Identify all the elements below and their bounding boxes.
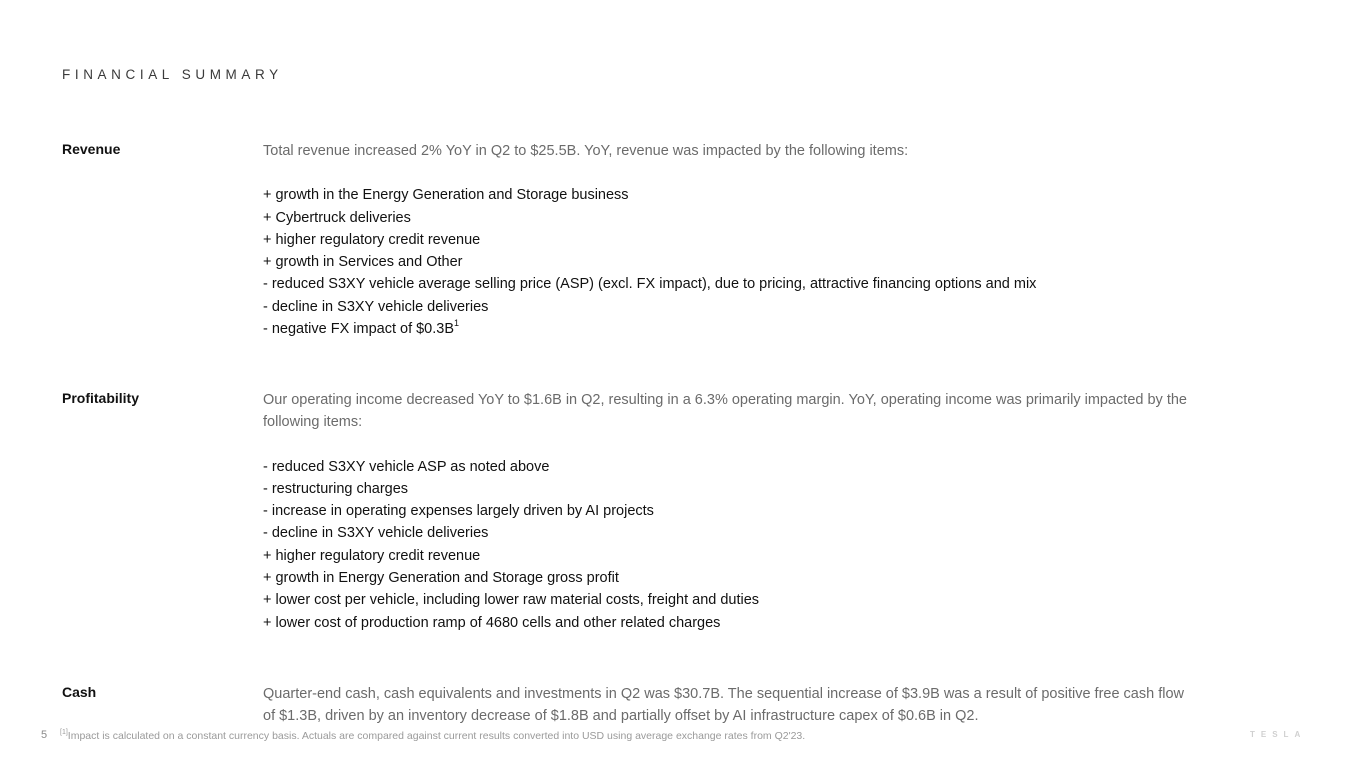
revenue-items	[263, 184, 1198, 340]
list-item: + higher regulatory credit revenue	[263, 547, 481, 564]
list-item: - reduced S3XY vehicle average selling price (ASP) (excl. FX impact), due to pricing, attractive financing options and mix	[263, 276, 1037, 293]
revenue-intro: Total revenue increased 2% YoY in Q2 to $25.5B. YoY, revenue was impacted by the following items:	[263, 143, 909, 159]
list-item: + growth in Energy Generation and Storage gross profit	[263, 570, 619, 587]
list-item: + lower cost per vehicle, including lower raw material costs, freight and duties	[263, 592, 760, 609]
list-item: + higher regulatory credit revenue	[263, 231, 481, 248]
list-item: + Cybertruck deliveries	[263, 209, 411, 226]
revenue-section	[263, 140, 1198, 340]
cash-intro: Quarter-end cash, cash equivalents and investments in Q2 was $30.7B. The sequential increase of $3.9B was a result of positive free cash flow of $1.3B, driven by an inventory decrease of $1.8B and partially offset by AI infrastructure capex of $0.6B in Q2.	[263, 686, 1184, 725]
list-item	[263, 318, 1198, 340]
cash-section	[263, 683, 1198, 728]
list-item: - restructuring charges	[263, 480, 409, 497]
profitability-section	[263, 389, 1198, 634]
profitability-label: Profitability	[62, 390, 140, 406]
revenue-label: Revenue	[62, 141, 121, 157]
list-item: - decline in S3XY vehicle deliveries	[263, 525, 489, 542]
page-footer	[0, 729, 1365, 745]
page-title: FINANCIAL SUMMARY	[62, 67, 283, 82]
list-item: - reduced S3XY vehicle ASP as noted above	[263, 458, 550, 475]
list-item: - decline in S3XY vehicle deliveries	[263, 298, 489, 315]
list-item: + lower cost of production ramp of 4680 cells and other related charges	[263, 614, 721, 631]
list-item: + growth in the Energy Generation and Storage business	[263, 187, 629, 204]
cash-label: Cash	[62, 684, 97, 700]
profitability-items	[263, 456, 1198, 634]
list-item: + growth in Services and Other	[263, 254, 463, 271]
list-item-text: - negative FX impact of $0.3B	[263, 321, 455, 338]
footnote-reference: 1	[454, 318, 460, 329]
list-item: - increase in operating expenses largely driven by AI projects	[263, 503, 654, 520]
footnote-text: Impact is calculated on a constant currency basis. Actuals are compared against current results converted into USD using average exchange rates from Q2'23.	[67, 730, 806, 742]
footnote	[60, 730, 805, 742]
page-number: 5	[41, 729, 48, 741]
tesla-logo: TESLA	[1250, 730, 1307, 739]
profitability-intro: Our operating income decreased YoY to $1.6B in Q2, resulting in a 6.3% operating margin. YoY, operating income was primarily impacted by the following items:	[263, 392, 1187, 431]
footnote-marker: [1]	[60, 728, 68, 736]
